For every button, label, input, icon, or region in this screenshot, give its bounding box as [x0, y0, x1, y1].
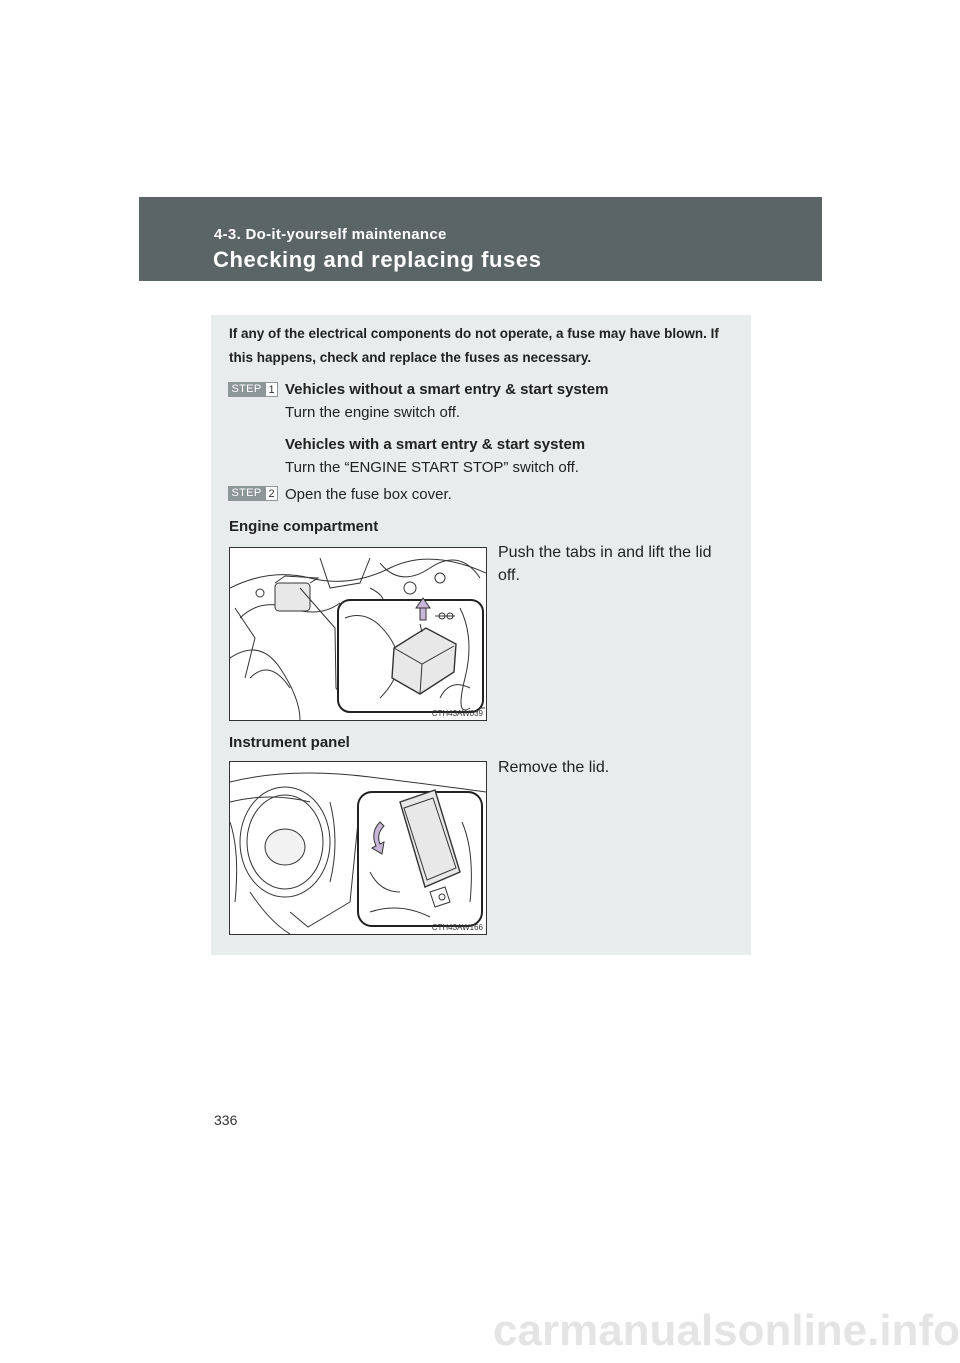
watermark-text: carmanualsonline.info — [493, 1306, 960, 1355]
step-label: STEP — [228, 382, 265, 397]
step-1-heading-2: Vehicles with a smart entry & start system — [285, 436, 586, 453]
engine-compartment-figure — [229, 547, 487, 721]
section-label: 4-3. Do-it-yourself maintenance — [214, 226, 447, 243]
step-1-text-1: Turn the engine switch off. — [285, 404, 461, 421]
step-2-text: Open the fuse box cover. — [285, 486, 452, 503]
instrument-panel-figure — [229, 761, 487, 935]
step-1-badge — [228, 382, 280, 397]
step-1-text-2: Turn the “ENGINE START STOP” switch off. — [285, 459, 579, 476]
engine-illustration — [230, 548, 486, 720]
instrument-instruction: Remove the lid. — [498, 759, 610, 776]
section-header — [139, 197, 822, 281]
step-label: STEP — [228, 486, 265, 501]
step-number: 1 — [265, 382, 278, 397]
figure-code: CTH43AW166 — [431, 923, 483, 932]
figure-code: CTH43AW039 — [431, 709, 483, 718]
instrument-panel-illustration — [230, 762, 486, 934]
step-number: 2 — [265, 486, 278, 501]
engine-instruction-line2: off. — [498, 567, 520, 584]
watermark — [0, 1290, 960, 1358]
page-title: Checking and replacing fuses — [213, 247, 542, 272]
engine-compartment-heading: Engine compartment — [229, 518, 379, 535]
step-2-badge — [228, 486, 280, 501]
watermark-logo — [0, 1290, 960, 1358]
instrument-panel-heading: Instrument panel — [229, 734, 350, 751]
engine-instruction-line1: Push the tabs in and lift the lid — [498, 544, 712, 561]
page-number: 336 — [214, 1112, 238, 1128]
step-1-heading-1: Vehicles without a smart entry & start system — [285, 381, 609, 398]
intro-text: If any of the electrical components do not operate, a fuse may have blown. If this happens, check and replace the fuses as necessary. — [229, 326, 719, 365]
